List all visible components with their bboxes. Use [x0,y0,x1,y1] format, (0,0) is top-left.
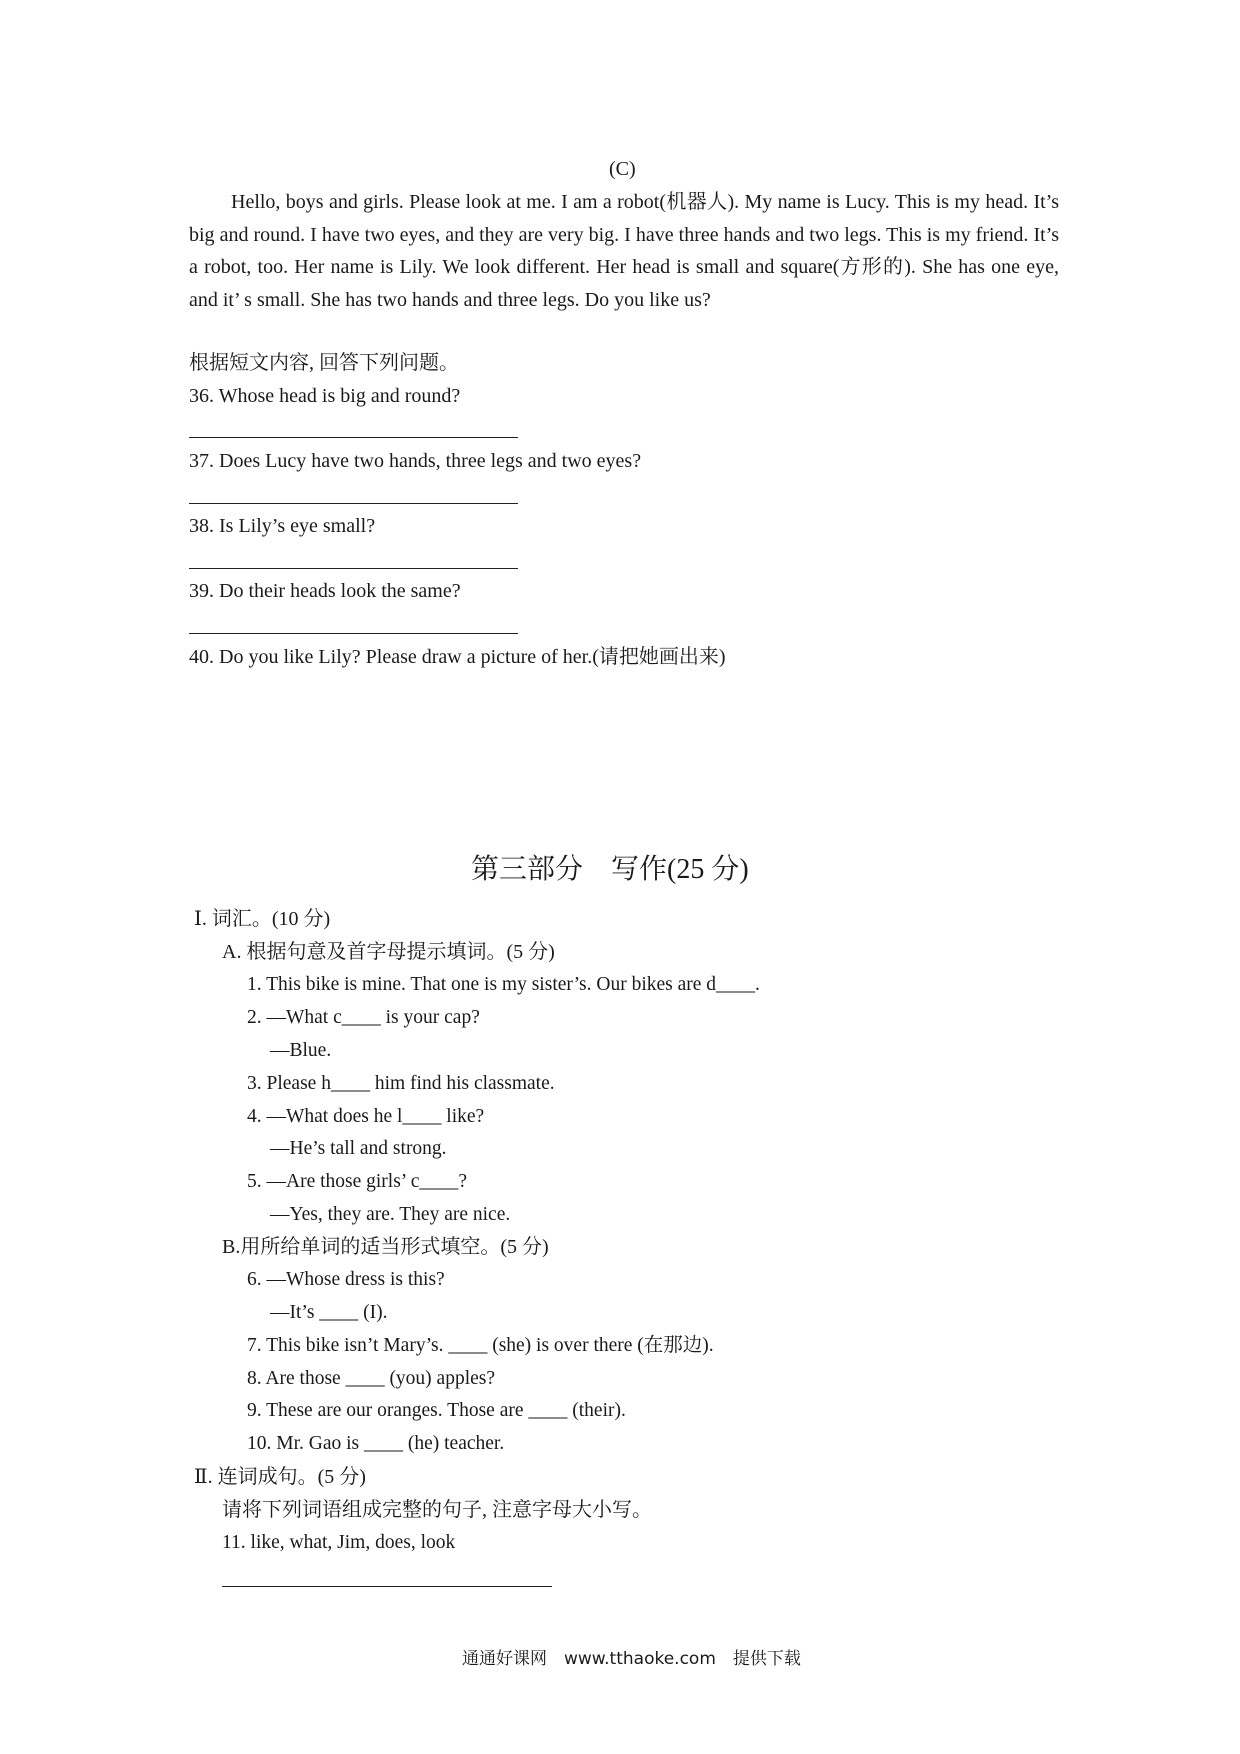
partB-line-6: 6. —Whose dress is this? [247,1269,445,1290]
passage-label: (C) [609,158,636,180]
partA-heading: A. 根据句意及首字母提示填词。(5 分) [222,941,555,963]
partB-line-7: 7. This bike isn’t Mary’s. ____ (she) is over there (在那边). [247,1335,714,1356]
question-36: 36. Whose head is big and round? [189,385,461,407]
section2-heading: Ⅱ. 连词成句。(5 分) [194,1466,366,1488]
partB-line-6-answer: —It’s ____ (I). [270,1302,388,1323]
partB-line-9: 9. These are our oranges. Those are ____ (their). [247,1400,626,1421]
section1-heading: Ⅰ. 词汇。(10 分) [194,908,331,930]
answer-line-38[interactable] [189,568,518,569]
partB-line-8: 8. Are those ____ (you) apples? [247,1368,496,1389]
partA-line-5-answer: —Yes, they are. They are nice. [270,1204,511,1225]
question-37: 37. Does Lucy have two hands, three legs and two eyes? [189,450,642,472]
answer-line-37[interactable] [189,503,518,504]
section2-line-11: 11. like, what, Jim, does, look [222,1532,456,1553]
answer-line-11[interactable] [222,1586,552,1587]
partA-line-4-answer: —He’s tall and strong. [270,1138,447,1159]
section2-instruction: 请将下列词语组成完整的句子, 注意字母大小写。 [222,1499,652,1521]
partB-heading: B.用所给单词的适当形式填空。(5 分) [222,1236,549,1258]
partA-line-2: 2. —What c____ is your cap? [247,1007,480,1028]
part3-title: 第三部分 写作(25 分) [471,854,749,885]
partA-line-1: 1. This bike is mine. That one is my sister’s. Our bikes are d____. [247,974,760,995]
reading-passage: Hello, boys and girls. Please look at me. I am a robot(机器人). My name is Lucy. This is my head. It’s big and round. I have two eyes, and they are very big. I have three hands and two legs. This is my friend. It’s a robot, too. Her name is Lily. We look different. Her head is small and square(方形的). She has one eye, and it’ s small. She has two hands and three legs. Do you like us? [189,191,1059,311]
question-40: 40. Do you like Lily? Please draw a picture of her.(请把她画出来) [189,646,726,668]
partA-line-4: 4. —What does he l____ like? [247,1106,485,1127]
partA-line-3: 3. Please h____ him find his classmate. [247,1073,555,1094]
answer-line-36[interactable] [189,437,518,438]
question-38: 38. Is Lily’s eye small? [189,515,376,537]
partA-line-5: 5. —Are those girls’ c____? [247,1171,468,1192]
partA-line-2-answer: —Blue. [270,1040,332,1061]
answer-line-39[interactable] [189,633,518,634]
page-footer: 通通好课网 www.tthaoke.com 提供下载 [462,1649,801,1669]
reading-instruction: 根据短文内容, 回答下列问题。 [189,352,459,374]
question-39: 39. Do their heads look the same? [189,580,461,602]
partB-line-10: 10. Mr. Gao is ____ (he) teacher. [247,1433,505,1454]
